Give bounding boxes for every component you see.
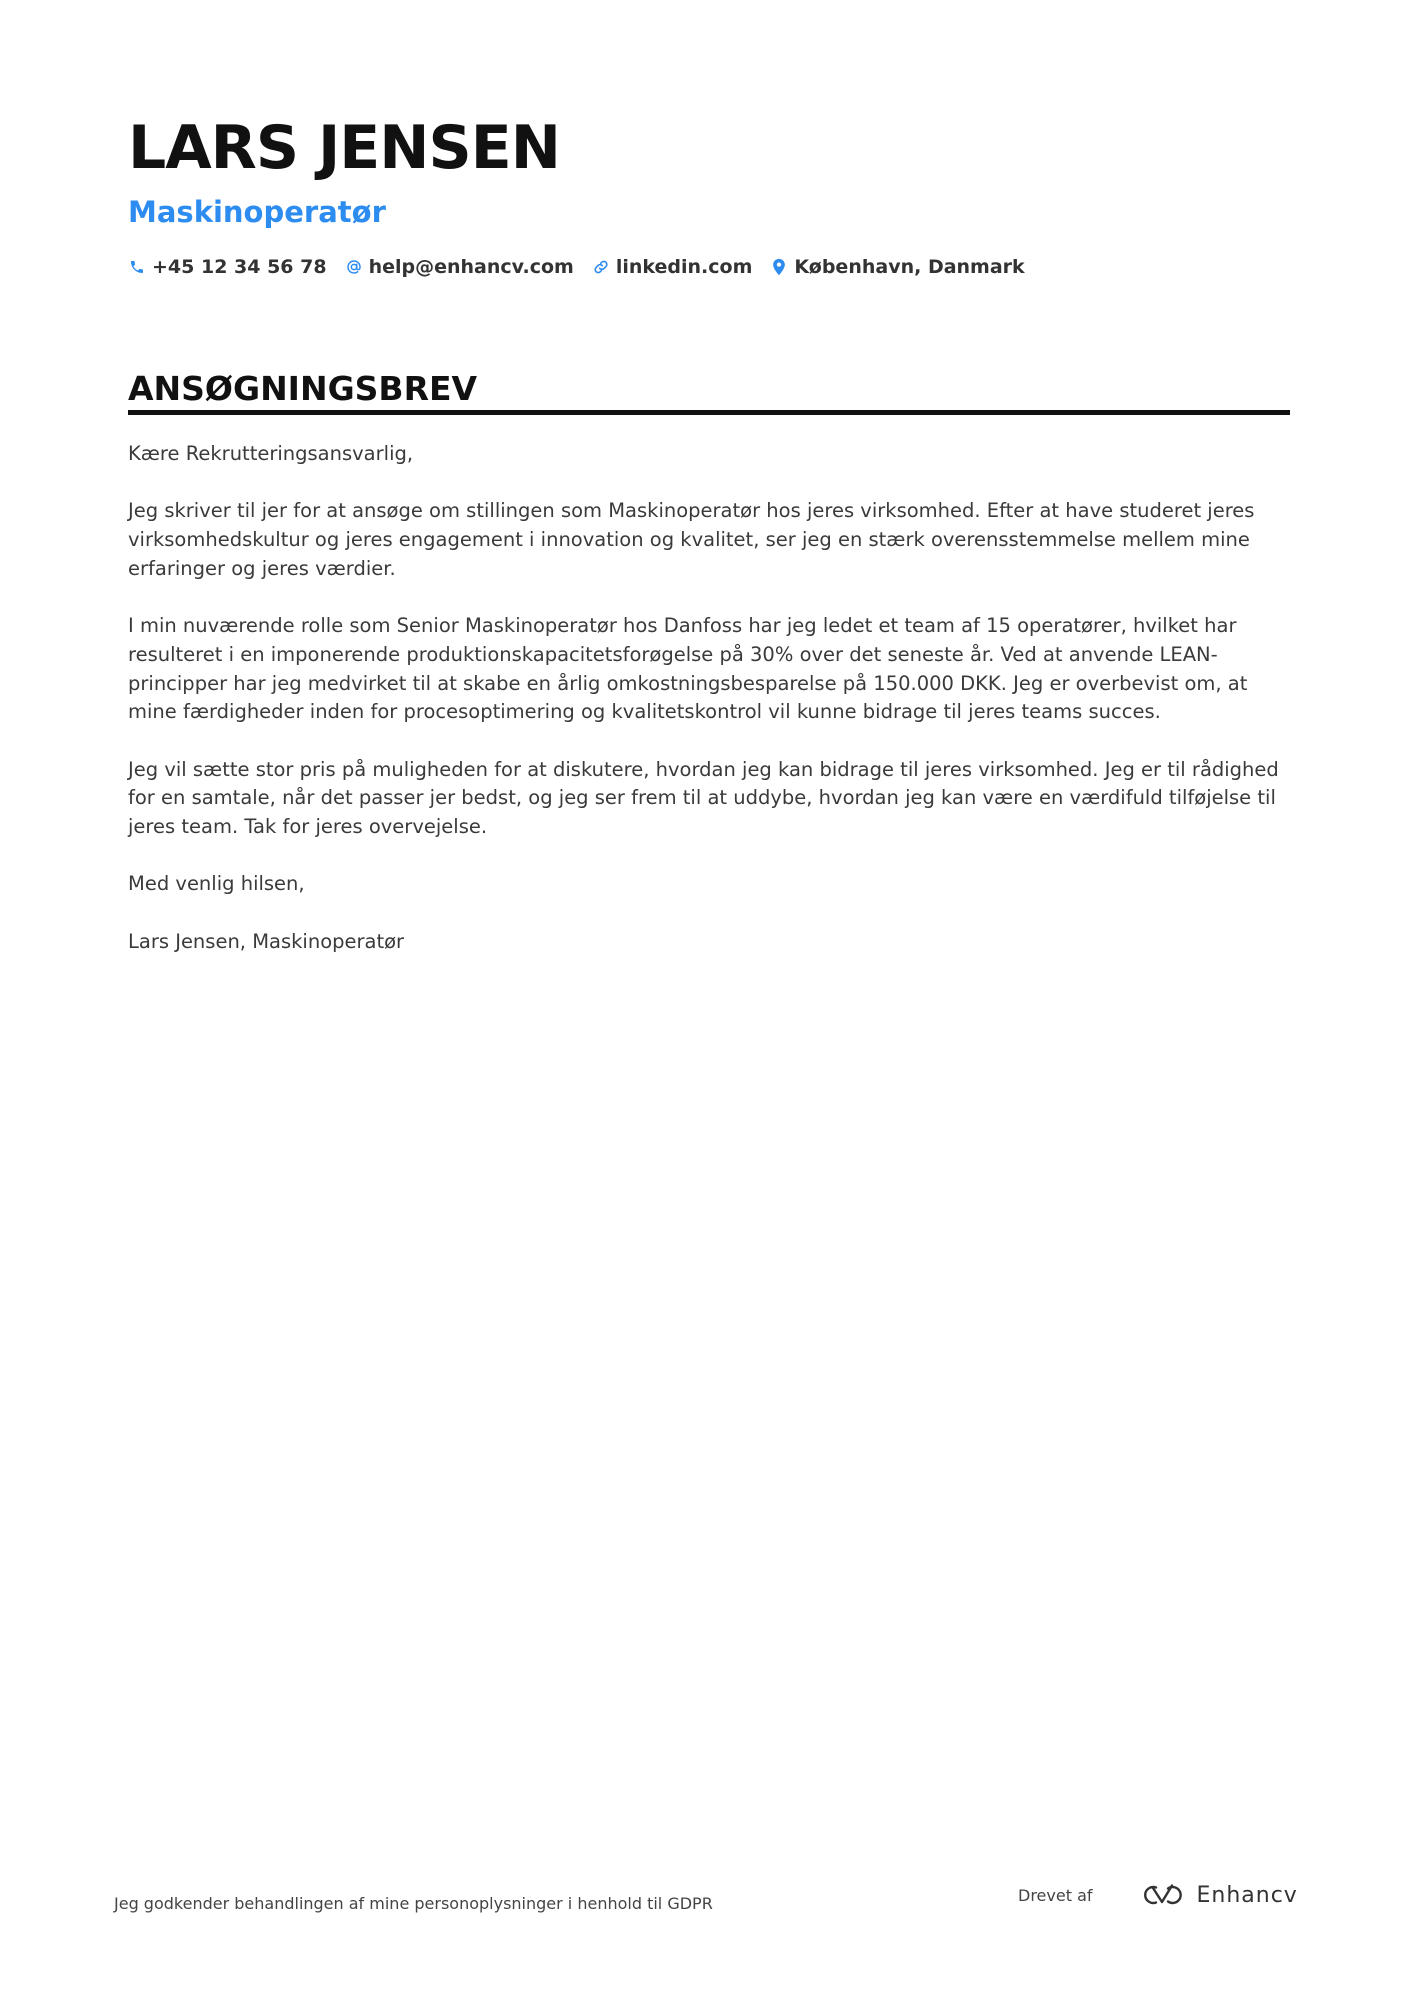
letter-salutation: Kære Rekrutteringsansvarlig, bbox=[128, 442, 414, 465]
phone-icon bbox=[128, 257, 146, 277]
letter-closing: Med venlig hilsen, bbox=[128, 872, 305, 896]
applicant-name: LARS JENSEN bbox=[128, 113, 560, 183]
gdpr-consent: Jeg godkender behandlingen af mine personoplysninger i henhold til GDPR bbox=[114, 1894, 713, 1913]
enhancv-brand-name: Enhancv bbox=[1196, 1882, 1298, 1908]
link-icon bbox=[592, 257, 610, 277]
contact-phone bbox=[128, 256, 327, 278]
section-divider bbox=[128, 410, 1290, 415]
letter-paragraph-3: Jeg vil sætte stor pris på muligheden for at diskutere, hvordan jeg kan bidrage til jeres virksomhed. Jeg er til rådighed for en samtale, når det passer jer bedst, og jeg ser frem til at uddybe, hvordan jeg kan være en værdifuld tilføjelse til jeres team. Tak for jeres overvejelse. bbox=[128, 757, 1279, 839]
contact-phone-text: +45 12 34 56 78 bbox=[152, 256, 327, 278]
letter-signature: Lars Jensen, Maskinoperatør bbox=[128, 929, 405, 953]
applicant-title: Maskinoperatør bbox=[128, 195, 386, 229]
contact-location bbox=[770, 256, 1024, 278]
contact-bar bbox=[128, 252, 1025, 282]
enhancv-logo-icon bbox=[1141, 1882, 1187, 1908]
contact-email[interactable] bbox=[345, 256, 574, 278]
contact-location-text: København, Danmark bbox=[794, 256, 1025, 278]
section-title: ANSØGNINGSBREV bbox=[128, 369, 478, 408]
contact-email-text: help@enhancv.com bbox=[368, 256, 574, 278]
footer-brand bbox=[1018, 1882, 1298, 1908]
contact-linkedin-text: linkedin.com bbox=[615, 256, 753, 278]
contact-linkedin[interactable] bbox=[592, 256, 753, 278]
letter-body bbox=[128, 440, 1290, 985]
letter-paragraph-2: I min nuværende rolle som Senior Maskinoperatør hos Danfoss har jeg ledet et team af 15 operatører, hvilket har resulteret i en imponerende produktionskapacitetsforøgelse på 30% over det seneste år. Ved at anvende LEAN-principper har jeg medvirket til at skabe en årlig omkostningsbesparelse på 150.000 DKK. Jeg er overbevist om, at mine færdigheder inden for procesoptimering og kvalitetskontrol vil kunne bidrage til jeres teams succes. bbox=[128, 614, 1248, 724]
letter-paragraph-1: Jeg skriver til jer for at ansøge om stillingen som Maskinoperatør hos jeres virksomhed. Efter at have studeret jeres virksomhedskultur og jeres engagement i innovation og kvalitet, ser jeg en stærk overensstemmelse mellem mine erfaringer og jeres værdier. bbox=[128, 499, 1255, 580]
at-icon bbox=[345, 257, 363, 277]
location-pin-icon bbox=[770, 257, 788, 277]
powered-by-label: Drevet af bbox=[1018, 1885, 1093, 1905]
